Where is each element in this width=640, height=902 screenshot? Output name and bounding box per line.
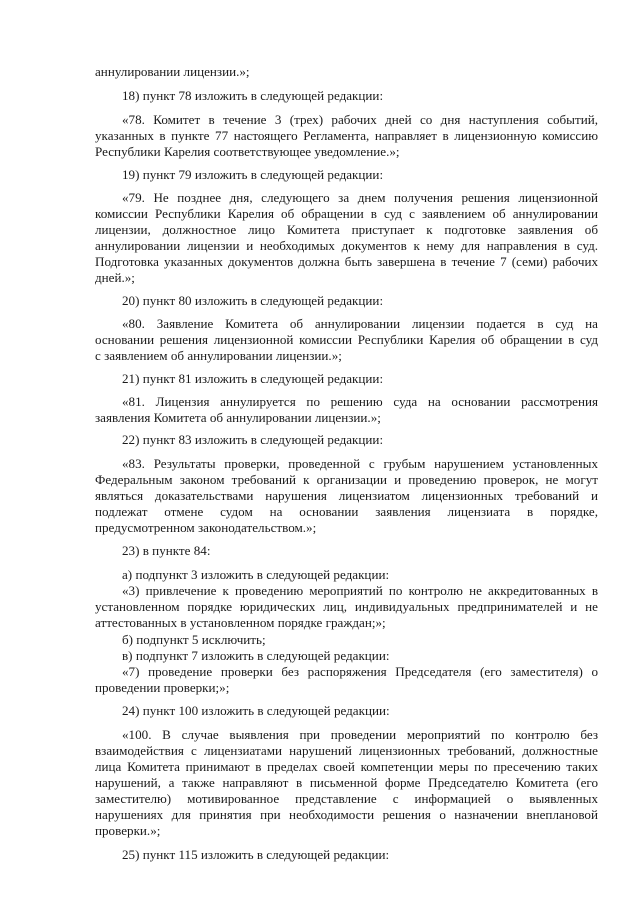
text-line: «79. Не позднее дня, следующего за днем получения решения лицензионной — [122, 190, 598, 205]
text-line: предусмотренном законодательством.»; — [95, 520, 317, 535]
text-line: 24) пункт 100 изложить в следующей редакции: — [122, 703, 390, 718]
text-line: 22) пункт 83 изложить в следующей редакции: — [122, 432, 384, 447]
text-line: «7) проведение проверки без распоряжения Председателя (его заместителя) о — [122, 664, 598, 679]
text-line: «3) привлечение к проведению мероприятий по контролю не аккредитованных в — [122, 583, 598, 598]
text-line: подлежат отмене судом на основании заявления лицензиата в порядке, — [95, 504, 598, 519]
text-line: аннулировании лицензии и необходимых документов к нему для направления в суд. — [95, 238, 598, 253]
text-line: аттестованных в установленном порядке граждан;»; — [95, 615, 386, 630]
text-line: лица Комитета принимают в пределах своей компетенции меры по пресечению таких — [95, 759, 598, 774]
text-line: заявления Комитета об аннулировании лицензии.»; — [95, 410, 381, 425]
text-line: а) подпункт 3 изложить в следующей редакции: — [122, 567, 390, 582]
text-line: проверки.»; — [95, 823, 161, 838]
text-line: установленном порядке юридических лиц, индивидуальных предпринимателей и не — [95, 599, 598, 614]
text-line: «78. Комитет в течение 3 (трех) рабочих дней со дня наступления событий, — [122, 112, 598, 127]
text-line: «81. Лицензия аннулируется по решению суда на основании рассмотрения — [122, 394, 598, 409]
text-line: 18) пункт 78 изложить в следующей редакции: — [122, 88, 384, 103]
text-line: б) подпункт 5 исключить; — [122, 632, 266, 647]
text-line: «83. Результаты проверки, проведенной с грубым нарушением установленных — [122, 456, 598, 471]
text-line: дней.»; — [95, 270, 135, 285]
text-line: «80. Заявление Комитета об аннулировании лицензии подается в суд на — [122, 316, 598, 331]
text-line: 25) пункт 115 изложить в следующей редакции: — [122, 847, 390, 862]
text-line: основании решения лицензионной комиссии Республики Карелия об обращении в суд — [95, 332, 598, 347]
text-line: являться доказательствами нарушения лицензиатом лицензионных требований и — [95, 488, 598, 503]
text-line: Подготовка указанных документов должна быть завершена в течение 7 (семи) рабочих — [95, 254, 598, 269]
text-line: 20) пункт 80 изложить в следующей редакции: — [122, 293, 384, 308]
text-line: заместителю) мотивированное представление с информацией о выявленных — [95, 791, 598, 806]
text-line: нарушений, а также направляют в письменной форме Председателю Комитета (его — [95, 775, 598, 790]
text-line: нарушениях для принятия при необходимости решения о назначении внеплановой — [95, 807, 598, 822]
text-line: проведении проверки;»; — [95, 680, 230, 695]
text-line: с заявлением об аннулировании лицензии.»; — [95, 348, 342, 363]
text-line: 19) пункт 79 изложить в следующей редакции: — [122, 167, 384, 182]
text-line: лицензии, должностное лицо Комитета приступает к подготовке заявления об — [95, 222, 598, 237]
text-line: 21) пункт 81 изложить в следующей редакции: — [122, 371, 384, 386]
text-line: Республики Карелия соответствующее уведомление.»; — [95, 144, 400, 159]
text-line: в) подпункт 7 изложить в следующей редакции: — [122, 648, 390, 663]
text-line: взаимодействия с лицензиатами нарушений лицензионных требований, должностные — [95, 743, 598, 758]
text-line: аннулировании лицензии.»; — [95, 64, 250, 79]
text-line: указанных в пункте 77 настоящего Регламента, направляет в лицензионную комиссию — [95, 128, 598, 143]
text-line: «100. В случае выявления при проведении мероприятий по контролю без — [122, 727, 598, 742]
text-line: Федеральным законом требований к организации и проведению проверок, не могут — [95, 472, 598, 487]
text-line: 23) в пункте 84: — [122, 543, 211, 558]
text-line: комиссии Республики Карелия об обращении в суд с заявлением об аннулировании — [95, 206, 598, 221]
